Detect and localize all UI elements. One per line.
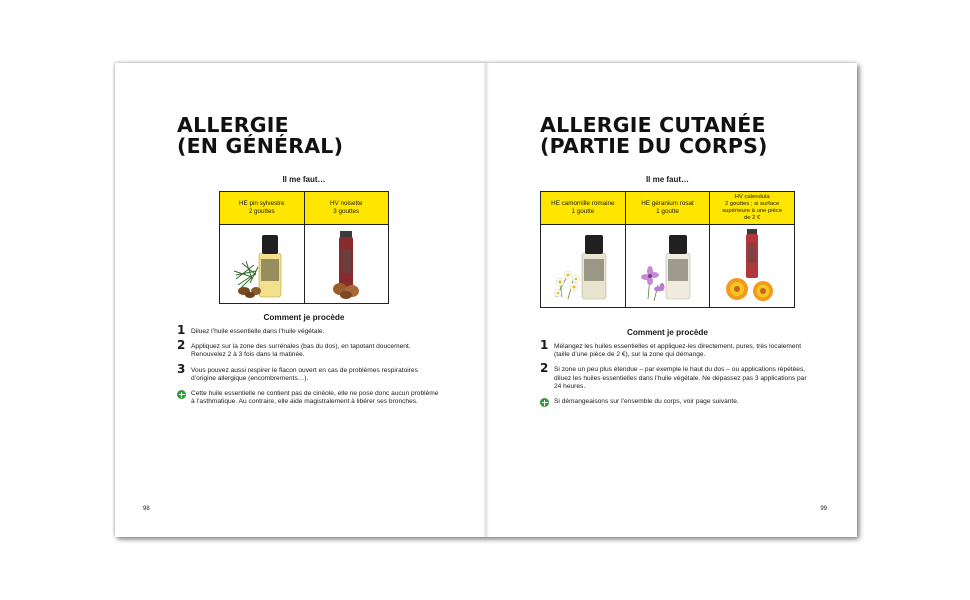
step-number: 2 (177, 338, 186, 353)
oils-table-left (219, 191, 389, 304)
oil-cell-noisette (304, 225, 389, 304)
page-title-right (540, 115, 768, 157)
right-page (486, 63, 857, 537)
oil-header-pin (220, 192, 305, 225)
step-text: Appliquez sur la zone des surrénales (bas du dos), en tapotant doucement. Renouvelez 2 à 3 fois dans la matinée. (191, 343, 411, 359)
step-item (540, 338, 810, 359)
step-item (177, 361, 439, 383)
oil-name: HV calendula (734, 194, 770, 200)
step-item (177, 338, 439, 359)
oil-header-camomille (541, 192, 626, 225)
oil-name: HE pin sylvestre (239, 200, 285, 207)
oils-table-right (540, 191, 795, 308)
step-text: Vous pouvez aussi respirer le flacon ouvert en cas de problèmes respiratoires d’origine allergique (encombrements…). (191, 366, 418, 382)
tip-text: Cette huile essentielle ne contient pas de cinéole, elle ne pose donc aucun problème à l’asthmatique. Au contraire, elle aide magistralement à libérer ses bronches. (191, 390, 439, 406)
oil-cell-calendula (710, 225, 795, 308)
oil-name: HE géranium rosat (641, 200, 694, 207)
title-line-2: (EN GÉNÉRAL) (177, 134, 344, 158)
title-line-1: ALLERGIE CUTANÉE (540, 113, 766, 137)
page-number-right: 99 (820, 506, 827, 512)
oil-name: HE camomille romaine (551, 200, 615, 207)
tip-item (177, 390, 439, 406)
oil-cell-camomille (541, 225, 626, 308)
oil-header-noisette (304, 192, 389, 225)
oil-dose-line: de 2 € (743, 215, 761, 221)
oil-dose: 1 goutte (571, 208, 595, 215)
step-number: 1 (540, 338, 549, 352)
step-text: Si zone un peu plus étendue – par exemple le haut du dos – ou applications répétées, diluez les huiles essentielles dans l’huile végétale. Ne dépassez pas 3 applications par 24 heures. (554, 366, 807, 390)
left-page (115, 63, 486, 537)
plus-icon (177, 390, 186, 399)
step-number: 3 (177, 361, 186, 376)
procedure-title-left: Comment je procède (263, 313, 345, 322)
oil-header-calendula (710, 192, 795, 225)
geranium-oil-bottle-icon (632, 227, 702, 305)
step-item (177, 323, 439, 337)
oil-cell-pin (220, 225, 305, 304)
oil-dose: 2 gouttes ; si surface (724, 201, 780, 207)
need-label: Il me faut… (282, 175, 326, 184)
oil-dose: 3 gouttes (333, 208, 360, 215)
pine-oil-bottle-icon (232, 227, 292, 301)
step-text: Diluez l’huile essentielle dans l’huile végétale. (191, 328, 325, 335)
page-number-left: 98 (143, 506, 150, 512)
page-title-left (177, 115, 343, 157)
open-book (115, 63, 857, 537)
chamomile-oil-bottle-icon (548, 227, 618, 305)
steps-left (177, 323, 439, 413)
procedure-title-right: Comment je procède (627, 328, 708, 337)
title-line-1: ALLERGIE (177, 113, 289, 137)
tip-text: Si démangeaisons sur l’ensemble du corps, voir page suivante. (554, 398, 739, 406)
hazelnut-oil-vial-icon (316, 227, 376, 301)
oil-header-geranium (625, 192, 710, 225)
calendula-oil-vial-icon (717, 227, 787, 305)
plus-icon (540, 398, 549, 407)
oil-cell-geranium (625, 225, 710, 308)
tip-item (540, 398, 810, 406)
oil-dose: 1 goutte (656, 208, 679, 215)
steps-right (540, 338, 810, 413)
oil-dose: 2 gouttes (248, 208, 275, 215)
step-number: 2 (540, 361, 549, 376)
oil-name: HV noisette (329, 200, 363, 207)
title-line-2: (PARTIE DU CORPS) (540, 134, 768, 158)
step-number: 1 (177, 323, 186, 337)
step-item (540, 361, 810, 391)
need-label: Il me faut… (645, 175, 690, 184)
step-text: Mélangez les huiles essentielles et appliquez-les directement, pures, très localement (taille d’une pièce de 2 €), sur la zone qui démange. (554, 343, 802, 359)
oil-dose-line: supérieure à une pièce (722, 208, 783, 214)
